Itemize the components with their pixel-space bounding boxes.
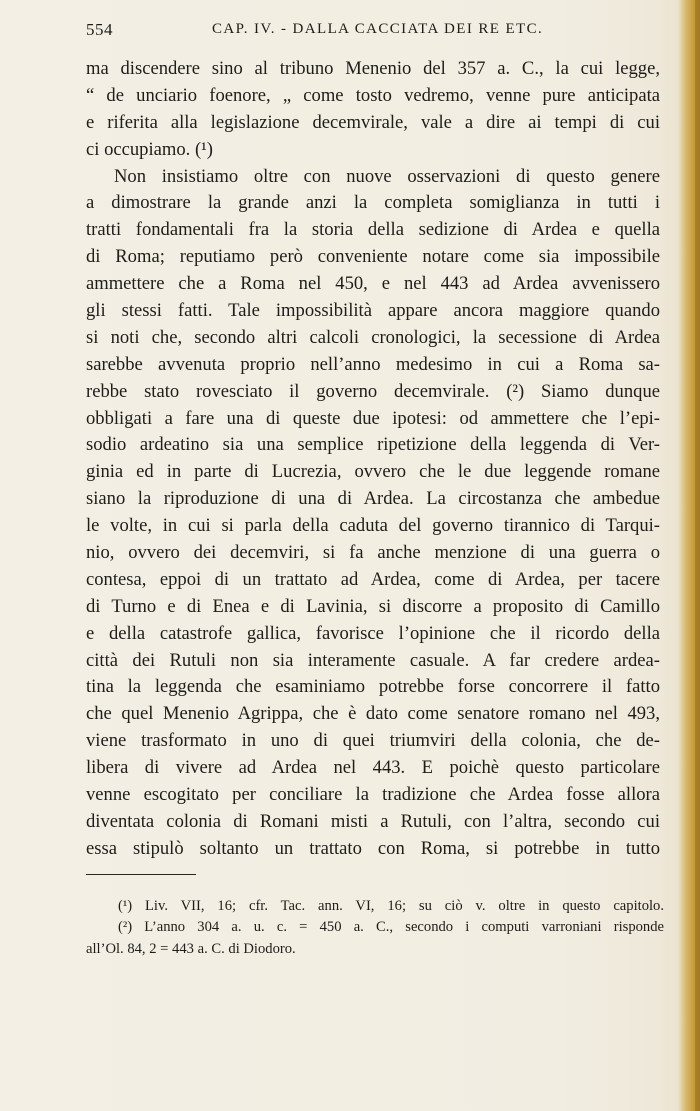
body-line: che quel Menenio Agrippa, che è dato come senatore romano nel 493, (86, 703, 660, 725)
footnote-separator (86, 874, 196, 875)
body-line: “ de unciario foenore, „ come tosto vedremo, venne pure anticipata (86, 84, 660, 106)
running-head: CAP. IV. - DALLA CACCIATA DEI RE ETC. (212, 21, 544, 37)
body-line: città dei Rutuli non sia interamente casuale. A far credere ardea- (86, 649, 660, 671)
body-line: sodio ardeatino sia una semplice ripetizione della leggenda di Ver- (86, 434, 660, 456)
body-line: si noti che, secondo altri calcoli cronologici, la secessione di Ardea (86, 326, 660, 348)
body-line: essa stipulò soltanto un trattato con Roma, si potrebbe in tutto (86, 837, 660, 859)
body-line: nio, ovvero dei decemviri, si fa anche menzione di una guerra o (86, 542, 660, 564)
body-line: libera di vivere ad Ardea nel 443. E poichè questo particolare (86, 757, 660, 779)
body-line: sarebbe avvenuta proprio nell’anno medesimo in cui a Roma sa- (86, 353, 660, 375)
body-line: rebbe stato rovesciato il governo decemvirale. (²) Siamo dunque (86, 380, 660, 402)
page-edge-shadow (678, 0, 700, 1111)
body-line: diventata colonia di Romani misti a Rutuli, con l’altra, secondo cui (86, 810, 660, 832)
body-line: e riferita alla legislazione decemvirale, vale a dire ai tempi di cui (86, 111, 660, 133)
body-line: le volte, in cui si parla della caduta del governo tirannico di Tarqui- (86, 515, 660, 537)
footnote-2: (²) L’anno 304 a. u. c. = 450 a. C., secondo i computi varroniani risponde (118, 919, 664, 936)
body-text (86, 56, 660, 863)
body-line: Non insistiamo oltre con nuove osservazioni di questo genere (114, 165, 660, 187)
body-line: viene trasformato in uno di quei triumviri della colonia, che de- (86, 730, 660, 752)
footnote-2-continued: all’Ol. 84, 2 = 443 a. C. di Diodoro. (86, 940, 296, 957)
body-line: a dimostrare la grande anzi la completa somiglianza in tutti i (86, 192, 660, 214)
body-line: ci occupiamo. (¹) (86, 138, 213, 160)
body-line: obbligati a fare una di queste due ipotesi: od ammettere che l’epi- (86, 407, 660, 429)
body-line: di Turno e di Enea e di Lavinia, si discorre a proposito di Camillo (86, 595, 660, 617)
page-header (86, 20, 660, 44)
body-line: ma discendere sino al tribuno Menenio del 357 a. C., la cui legge, (86, 58, 660, 79)
body-line: ammettere che a Roma nel 450, e nel 443 ad Ardea avvenissero (86, 273, 660, 295)
body-line: contesa, eppoi di un trattato ad Ardea, come di Ardea, per tacere (86, 568, 660, 590)
body-line: ginia ed in parte di Lucrezia, ovvero che le due leggende romane (86, 461, 660, 483)
body-line: gli stessi fatti. Tale impossibilità appare ancora maggiore quando (86, 300, 660, 322)
footnote-1: (¹) Liv. VII, 16; cfr. Tac. ann. VI, 16; su ciò v. oltre in questo capitolo. (118, 898, 664, 914)
body-line: tina la leggenda che esaminiamo potrebbe forse concorrere il fatto (86, 676, 660, 698)
body-line: di Roma; reputiamo però conveniente notare come sia impossibile (86, 246, 660, 268)
body-line: venne escogitato per conciliare la tradizione che Ardea fosse allora (86, 784, 660, 806)
body-line: e della catastrofe gallica, favorisce l’opinione che il ricordo della (86, 622, 660, 644)
page-number: 554 (86, 20, 113, 39)
body-line: siano la riproduzione di una di Ardea. La circostanza che ambedue (86, 488, 660, 510)
footnotes (86, 896, 664, 960)
body-line: tratti fondamentali fra la storia della sedizione di Ardea e quella (86, 219, 660, 241)
